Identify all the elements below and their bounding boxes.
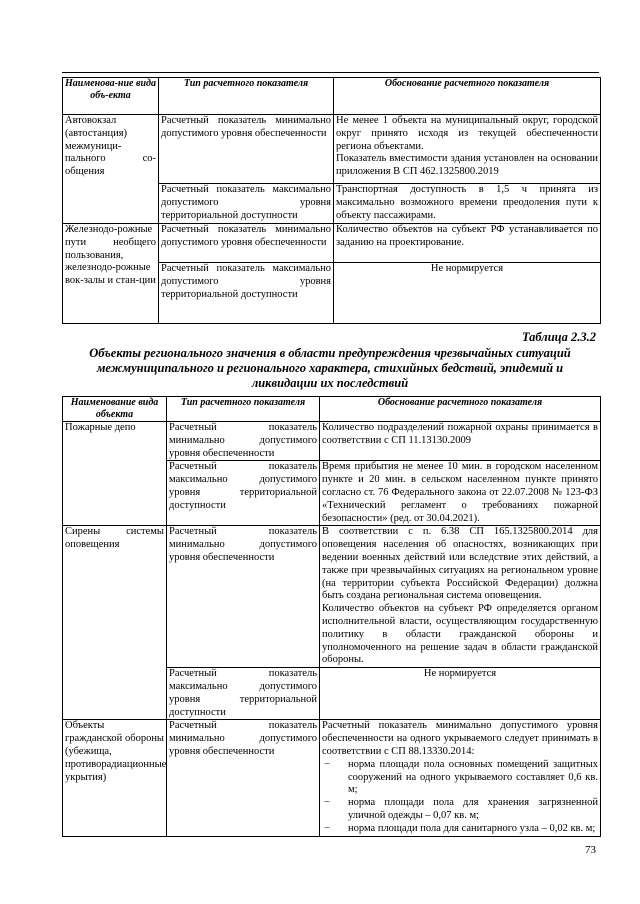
page-number: 73 — [585, 844, 596, 856]
table-row — [63, 115, 601, 184]
object-name: Сирены системы оповещения — [63, 526, 167, 720]
indicator-basis: Количество подразделений пожарной охраны принимается в соответствии с СП 11.13130.2009 — [320, 422, 601, 461]
indicator-type: Расчетный показатель минимально допустимого уровня обеспеченности — [159, 224, 334, 263]
indicator-basis — [334, 115, 601, 184]
table-row — [63, 526, 601, 668]
indicator-type: Расчетный показатель максимально допустимого уровня территориальной доступности — [167, 668, 320, 720]
basis-paragraph: Не менее 1 объекта на муниципальный округ, городской округ принято исходя из текущей обеспеченности региона объектами. — [336, 115, 598, 152]
indicator-type: Расчетный показатель минимально допустимого уровня обеспеченности — [167, 526, 320, 668]
header-basis: Обоснование расчетного показателя — [334, 78, 601, 115]
object-name: Железнодо-рожные пути необщего пользования, железнодо-рожные вок-залы и стан-ции — [63, 224, 159, 324]
indicator-basis — [320, 720, 601, 836]
indicator-basis: Количество объектов на субъект РФ устанавливается по заданию на проектирование. — [334, 224, 601, 263]
indicator-basis: Не нормируется — [334, 263, 601, 324]
basis-paragraph: Показатель вместимости здания установлен на основании приложения В СП 462.1325800.2019 — [336, 153, 598, 178]
table-header-row — [63, 78, 601, 115]
object-name: Автовокзал (автостанция) межмуници-пального со-общения — [63, 115, 159, 224]
indicator-basis: Транспортная доступность в 1,5 ч принята из максимально возможного времени преодоления пути к объекту пассажирами. — [334, 184, 601, 224]
indicator-type: Расчетный показатель минимально допустимого уровня обеспеченности — [167, 720, 320, 836]
indicator-basis: Время прибытия не менее 10 мин. в городском населенном пункте и 20 мин. в сельском населенном пункте принято согласно ст. 76 Федерального закона от 22.07.2008 № 123-ФЗ «Технический регламент о требованиях пожарной безопасности» (ред. от 30.04.2021). — [320, 461, 601, 526]
header-rule — [62, 72, 599, 73]
table-header-row — [63, 397, 601, 422]
object-name: Объекты гражданской обороны (убежища, противорадиационные укрытия) — [63, 720, 167, 836]
table-row — [63, 720, 601, 836]
table-municipal-objects — [62, 77, 601, 324]
table-title: Объекты регионального значения в области предупреждения чрезвычайных ситуаций межмуниципального и регионального характера, стихийных бедствий, эпидемий и ликвидации их последствий — [89, 346, 571, 390]
indicator-basis: Не нормируется — [320, 668, 601, 720]
indicator-type: Расчетный показатель минимально допустимого уровня обеспеченности — [167, 422, 320, 461]
header-object: Наименова-ние вида объ-екта — [63, 78, 159, 115]
table-row — [63, 422, 601, 461]
indicator-type: Расчетный показатель минимально допустимого уровня обеспеченности — [159, 115, 334, 184]
indicator-type: Расчетный показатель максимально допустимого уровня территориальной доступности — [159, 263, 334, 324]
list-item: − норма площади пола основных помещений защитных сооружений на одного укрываемого составляет 0,6 кв. м; — [322, 759, 598, 797]
list-item: − норма площади пола для санитарного узла – 0,02 кв. м; — [322, 823, 598, 836]
basis-paragraph: В соответствии с п. 6.38 СП 165.1325800.2014 для оповещения населения об опасностях, возникающих при ведении военных действий или вследствие этих действий, а также при чрезвычайных ситуациях на региональном уровне (на территории субъекта Российской Федерации) должна быть создана региональная система оповещения. — [322, 526, 598, 602]
table-row — [63, 224, 601, 263]
list-item: − норма площади пола для хранения загрязненной уличной одежды – 0,07 кв. м; — [322, 797, 598, 823]
header-type: Тип расчетного показателя — [159, 78, 334, 115]
header-basis: Обоснование расчетного показателя — [320, 397, 601, 422]
indicator-basis — [320, 526, 601, 668]
indicator-type: Расчетный показатель максимально допустимого уровня территориальной доступности — [167, 461, 320, 526]
header-object: Наименование вида объекта — [63, 397, 167, 422]
indicator-type: Расчетный показатель максимально допустимого уровня территориальной доступности — [159, 184, 334, 224]
basis-paragraph: Количество объектов на субъект РФ определяется органом исполнительной власти, осуществляющим государственную политику в области гражданской обороны и уполномоченного на решение задач в области гражданской обороны. — [322, 603, 598, 666]
norms-list — [322, 759, 598, 836]
table-emergency-objects — [62, 396, 601, 837]
table-number: Таблица 2.3.2 — [521, 330, 596, 344]
basis-paragraph: Расчетный показатель минимально допустимого уровня обеспеченности на одного укрываемого следует принимать в соответствии с СП 88.13330.2014: — [322, 720, 598, 757]
header-type: Тип расчетного показателя — [167, 397, 320, 422]
object-name: Пожарные депо — [63, 422, 167, 526]
